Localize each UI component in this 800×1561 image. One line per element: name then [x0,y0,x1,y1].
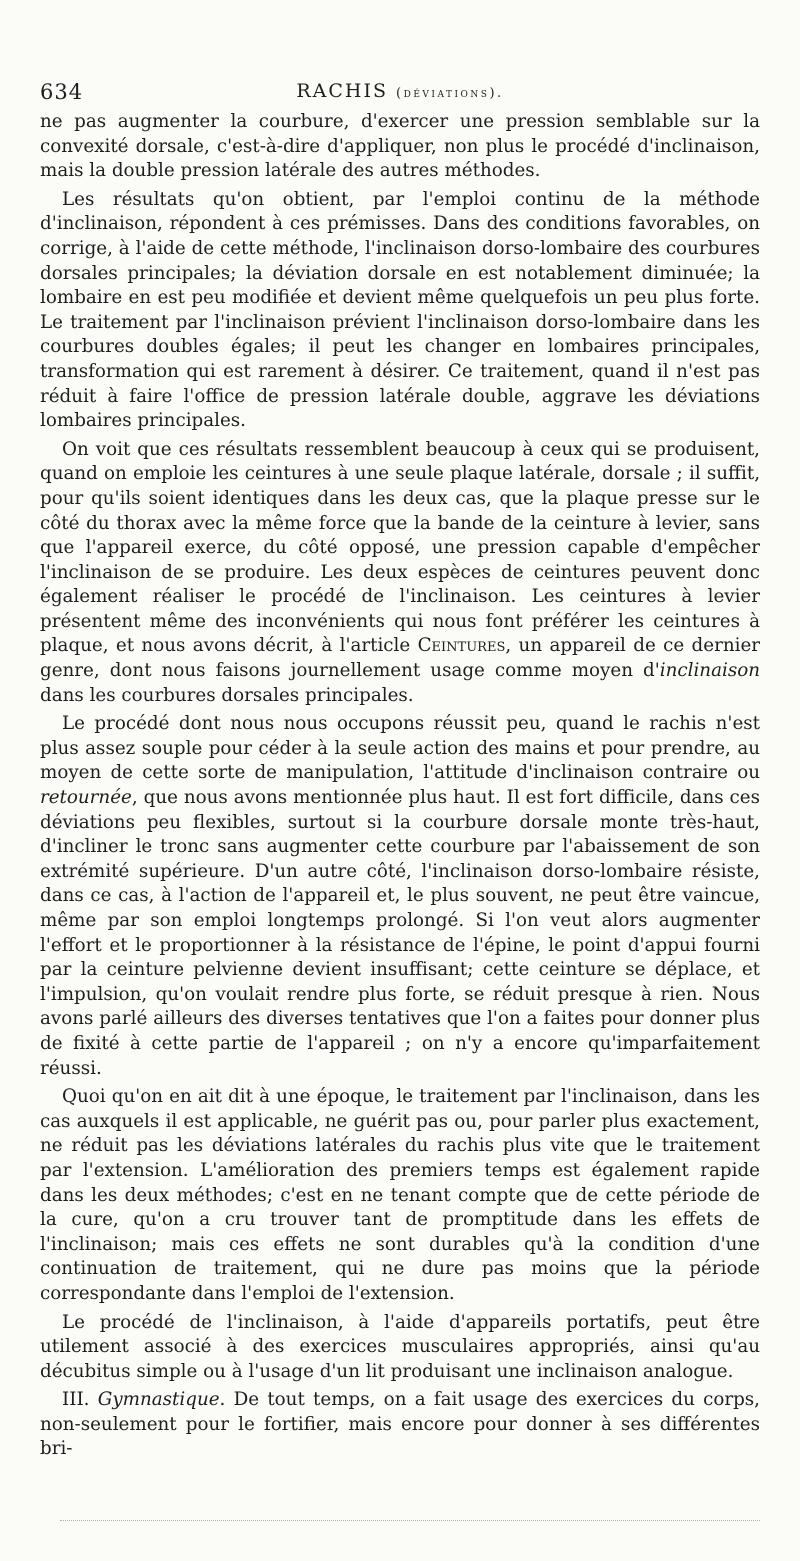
paragraph-6 [40,1311,760,1385]
section-heading: Gymnastique [97,1389,220,1411]
emphasis-term: inclinaison [659,660,760,682]
faint-footer-line [60,1520,760,1521]
paragraph-2 [40,188,760,434]
body-text [40,110,760,1466]
paragraph-text: , que nous avons mentionnée plus haut. Il est fort difficile, dans ces déviations peu flexibles, surtout si la courbure dorsale monte très-haut, d'incliner le tronc sans augmenter cette courbure par l'abaissement de son extrémité supérieure. D'un autre côté, l'inclinaison dorso-lombaire résiste, dans ce cas, à l'action de l'appareil et, le plus souvent, ne peut être vaincue, même par son emploi longtemps prolongé. Si l'on veut alors augmenter l'effort et le proportionner à la résistance de l'épine, le point d'appui fourni par la ceinture pelvienne devient insuffisant; cette ceinture se déplace, et l'impulsion, qu'on voulait rendre plus forte, se réduit presque à rien. Nous avons parlé ailleurs des diverses tentatives que l'on a faites pour donner plus de fixité à cette partie de l'appareil ; on n'y a encore qu'imparfaitement réussi. [40,787,760,1079]
paragraph-text: dans les courbures dorsales principales. [40,684,414,706]
running-title [40,80,760,102]
running-title-sub: (déviations). [396,86,504,101]
paragraph-text: , un appareil de ce dernier genre, dont nous faisons journellement usage comme moyen d' [40,635,760,682]
paragraph-text: Quoi qu'on en ait dit à une époque, le traitement par l'inclinaison, dans les cas auxquels il est applicable, ne guérit pas ou, pour parler plus exactement, ne réduit pas les déviations latérales du rachis plus vite que le traitement par l'extension. L'amélioration des premiers temps est également rapide dans les deux méthodes; c'est en ne tenant compte que de cette période de la cure, qu'on a cru trouver tant de promptitude dans les effets de l'inclinaison; mais ces effets ne sont durables qu'à la condition d'une continuation de traitement, qui ne dure pas moins que la période correspondante dans l'emploi de l'extension. [40,1086,760,1304]
page-number: 634 [40,80,84,104]
paragraph-text: Le procédé de l'inclinaison, à l'aide d'appareils portatifs, peut être utilement associé à des exercices musculaires appropriés, ainsi qu'au décubitus simple ou à l'usage d'un lit produisant une inclinaison analogue. [40,1311,760,1382]
running-title-main: RACHIS [296,80,388,102]
emphasis-term: retournée [40,787,132,809]
paragraph-7 [40,1388,760,1462]
paragraph-text: . De tout temps, on a fait usage des exercices du corps, non-seulement pour le fortifier, mais encore pour donner à ses différentes bri- [40,1389,760,1460]
running-header [40,80,760,110]
paragraph-text: On voit que ces résultats ressemblent beaucoup à ceux qui se produisent, quand on emploie les ceintures à une seule plaque latérale, dorsale ; il suffit, pour qu'ils soient identiques dans les deux cas, que la plaque presse sur le côté du thorax avec la même force que la bande de la ceinture à levier, sans que l'appareil exerce, du côté opposé, une pression capable d'empêcher l'inclinaison de se produire. Les deux espèces de ceintures peuvent donc également réaliser le procédé de l'inclinaison. Les ceintures à levier présentent même des inconvénients qui nous font préférer les ceintures à plaque, et nous avons décrit, à l'article [40,438,760,657]
section-number: III. [62,1389,98,1411]
paragraph-3 [40,438,760,709]
paragraph-4 [40,712,760,1081]
paragraph-text: Les résultats qu'on obtient, par l'emploi continu de la méthode d'inclinaison, répondent à ces prémisses. Dans des conditions favorables, on corrige, à l'aide de cette méthode, l'inclinaison dorso-lombaire des courbures dorsales principales; la déviation dorsale en est notablement diminuée; la lombaire en est peu modifiée et devient même quelquefois un peu plus forte. Le traitement par l'inclinaison prévient l'inclinaison dorso-lombaire dans les courbures doubles égales; il peut les changer en lombaires principales, transformation qui est rarement à désirer. Ce traitement, quand il n'est pas réduit à faire l'office de pression latérale double, aggrave les déviations lombaires principales. [40,188,760,432]
article-reference: Ceintures [417,635,506,657]
paragraph-text: Le procédé dont nous nous occupons réussit peu, quand le rachis n'est plus assez souple pour céder à la seule action des mains et pour prendre, au moyen de cette sorte de manipulation, l'attitude d'inclinaison contraire ou [40,713,760,784]
paragraph-1 [40,110,760,184]
paragraph-5 [40,1085,760,1306]
paragraph-text: ne pas augmenter la courbure, d'exercer une pression semblable sur la convexité dorsale, c'est-à-dire d'appliquer, non plus le procédé d'inclinaison, mais la double pression latérale des autres méthodes. [40,111,760,182]
